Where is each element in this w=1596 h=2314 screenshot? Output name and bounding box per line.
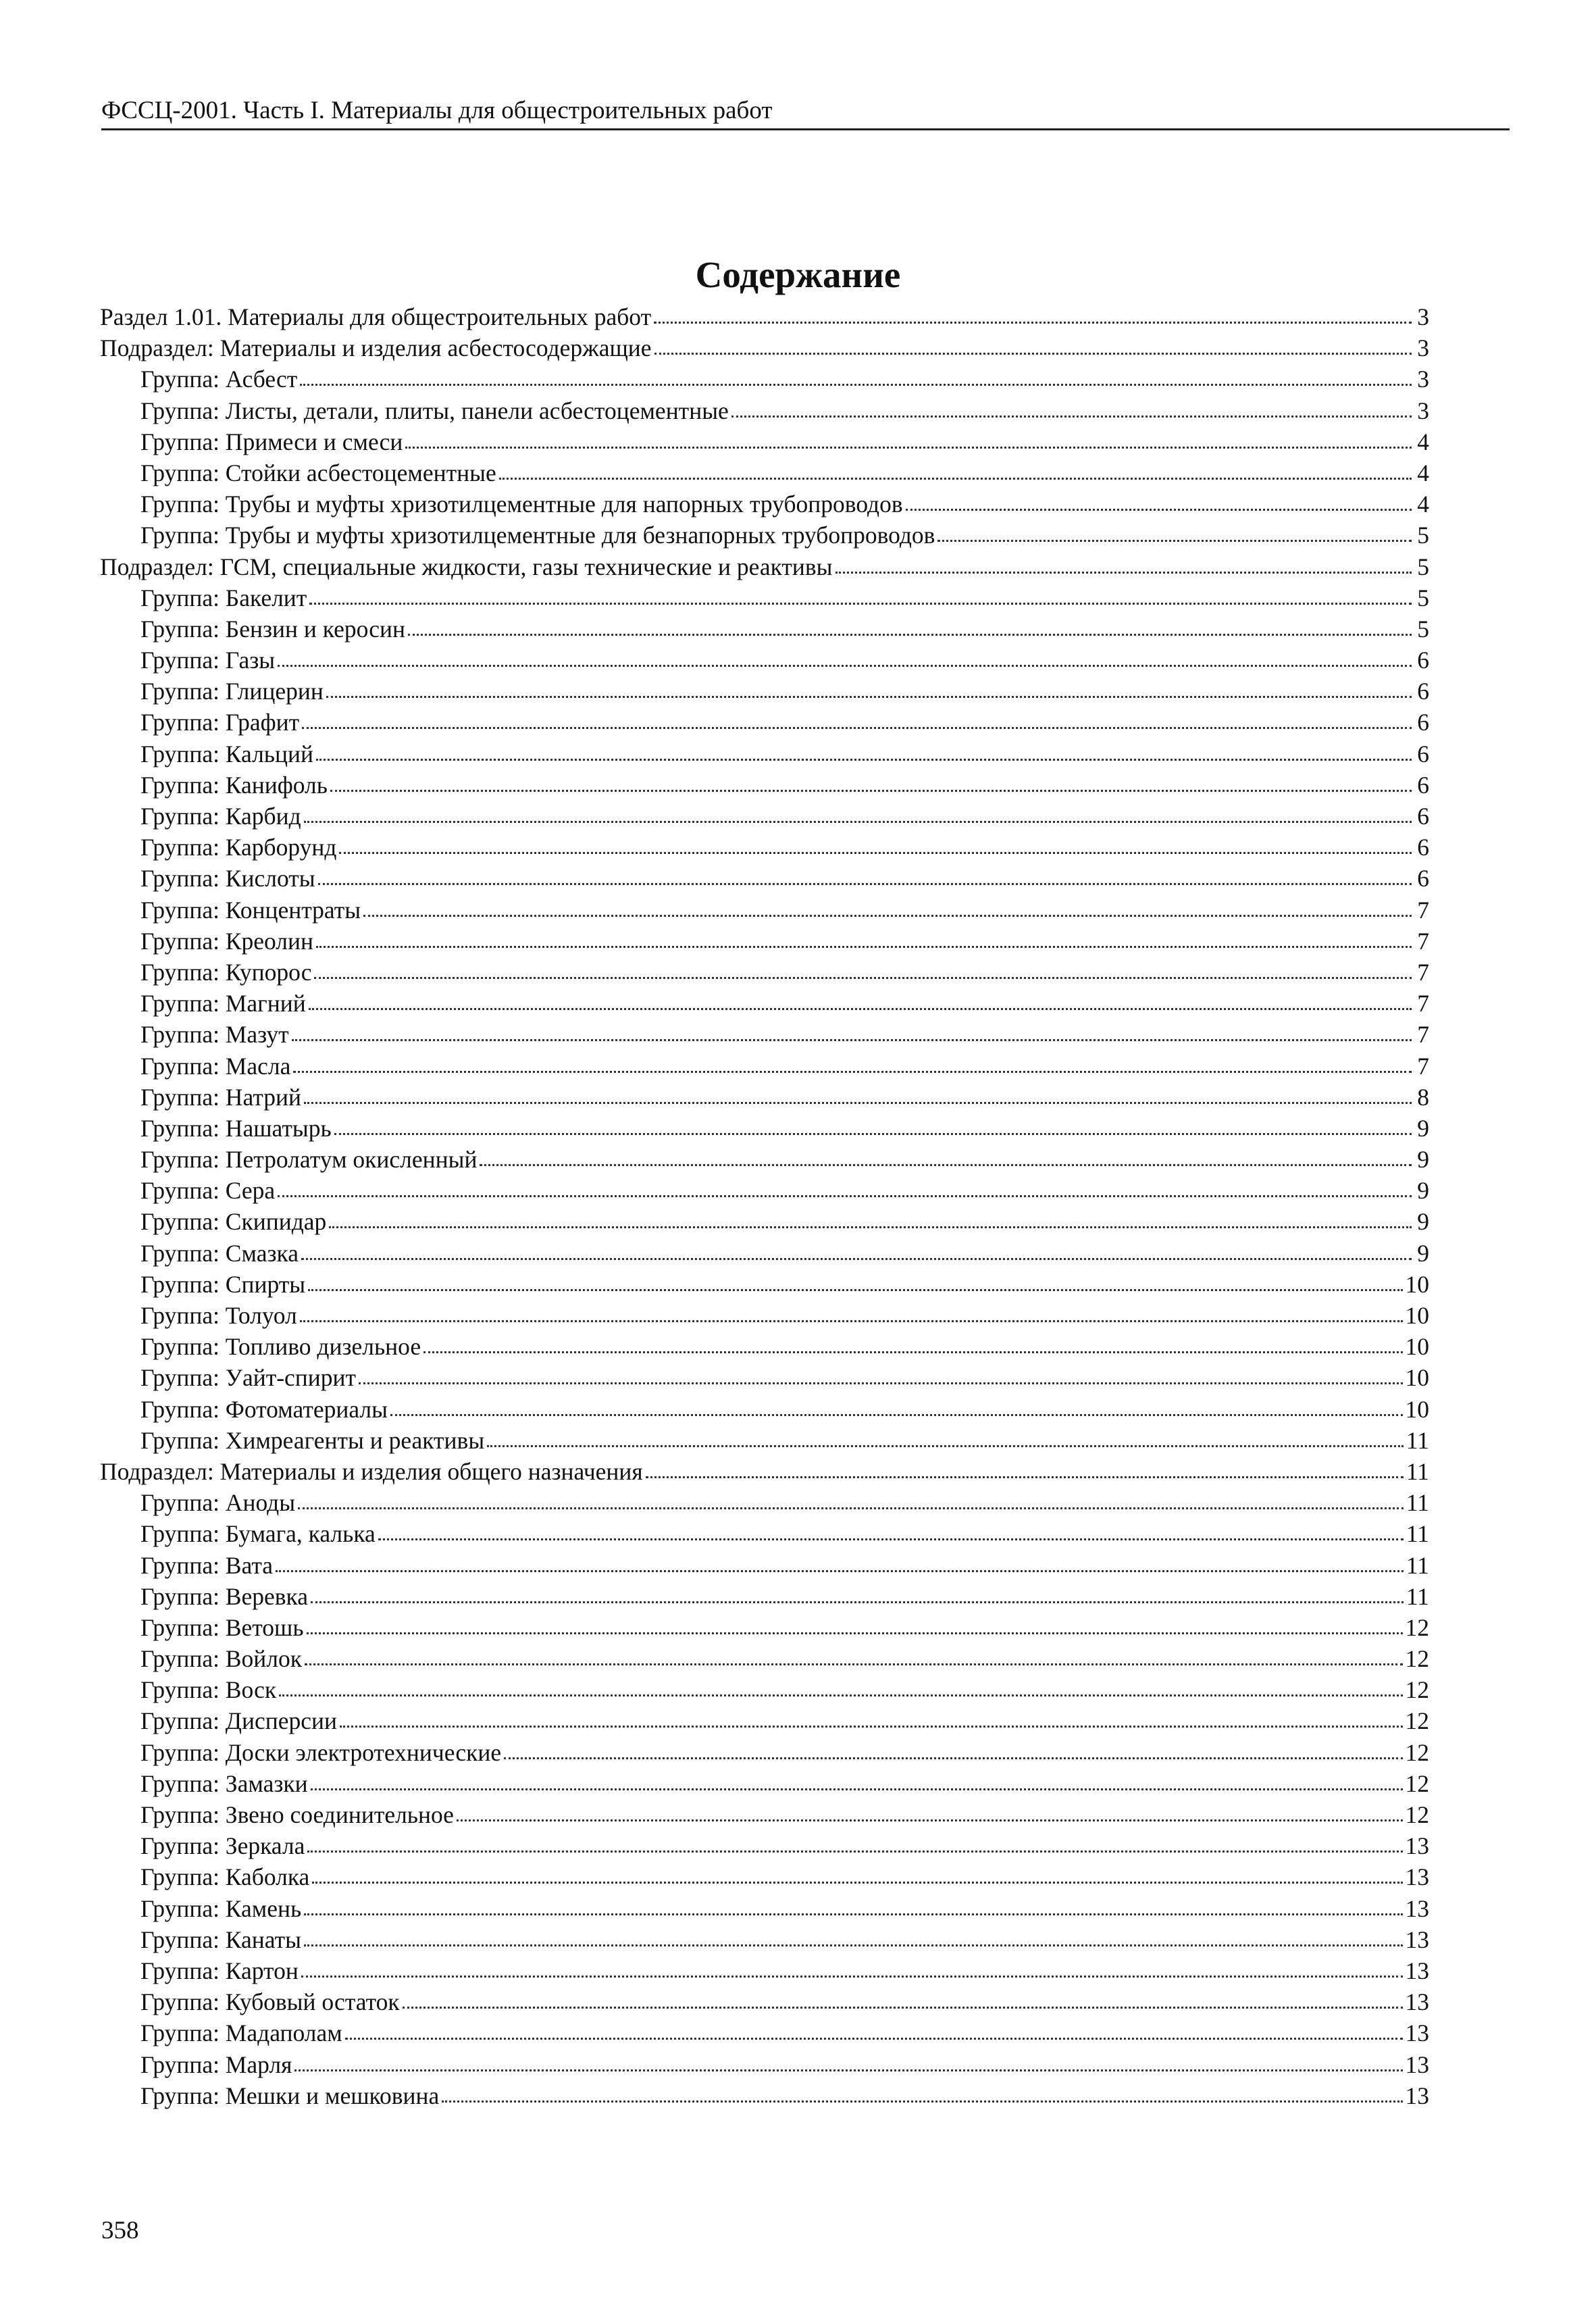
toc-entry-label: Группа: Графит (140, 709, 300, 736)
toc-dot-leader (308, 1288, 1402, 1291)
toc-entry-label: Группа: Зеркала (140, 1832, 305, 1860)
toc-entry-page: 3 (1417, 397, 1429, 424)
toc-dot-leader (316, 945, 1412, 948)
toc-dot-leader (301, 1257, 1412, 1260)
toc-entry-page: 12 (1405, 1645, 1429, 1673)
toc-entry-group[interactable] (100, 1924, 1429, 1955)
toc-entry-page: 11 (1406, 1582, 1429, 1610)
toc-entry-group[interactable] (100, 1550, 1429, 1581)
toc-entry-label: Подраздел: Материалы и изделия общего назначения (100, 1457, 643, 1485)
toc-entry-label: Группа: Канаты (140, 1926, 301, 1953)
toc-dot-leader (300, 1319, 1403, 1322)
toc-entry-group[interactable] (100, 582, 1429, 613)
toc-dot-leader (301, 1975, 1403, 1978)
toc-entry-page: 10 (1405, 1395, 1429, 1423)
toc-entry-page: 7 (1417, 896, 1429, 924)
toc-dot-leader (646, 1476, 1404, 1478)
toc-dot-leader (405, 446, 1412, 449)
toc-entry-group[interactable] (100, 1019, 1429, 1050)
toc-entry-group[interactable] (100, 1705, 1429, 1736)
toc-entry-label: Группа: Глицерин (140, 678, 324, 705)
toc-entry-page: 11 (1406, 1489, 1429, 1517)
toc-entry-page: 4 (1417, 428, 1429, 455)
toc-entry-group[interactable] (100, 1206, 1429, 1237)
toc-dot-leader (423, 1351, 1402, 1353)
toc-entry-group[interactable] (100, 395, 1429, 426)
toc-entry-label: Группа: Кубовый остаток (140, 1988, 400, 2016)
toc-entry-page: 12 (1405, 1613, 1429, 1641)
toc-entry-page: 11 (1406, 1520, 1429, 1548)
toc-entry-label: Группа: Концентраты (140, 896, 361, 924)
toc-entry-page: 7 (1417, 990, 1429, 1017)
toc-dot-leader (329, 1226, 1412, 1228)
toc-dot-leader (314, 976, 1412, 979)
toc-entry-page: 10 (1405, 1302, 1429, 1329)
toc-dot-leader (304, 820, 1412, 823)
toc-dot-leader (318, 882, 1412, 885)
toc-entry-page: 10 (1405, 1364, 1429, 1392)
toc-entry-label: Группа: Примеси и смеси (140, 428, 403, 455)
toc-dot-leader (307, 1632, 1403, 1634)
toc-dot-leader (345, 2037, 1403, 2040)
toc-entry-page: 7 (1417, 1021, 1429, 1049)
toc-dot-leader (334, 1132, 1412, 1135)
toc-entry-group[interactable] (100, 1830, 1429, 1861)
toc-entry-group[interactable] (100, 520, 1429, 551)
toc-entry-page: 6 (1417, 678, 1429, 705)
toc-entry-page: 5 (1417, 522, 1429, 549)
toc-entry-group[interactable] (100, 1799, 1429, 1830)
toc-entry-label: Группа: Бензин и керосин (140, 615, 405, 643)
toc-entry-page: 5 (1417, 584, 1429, 611)
toc-entry-section[interactable] (100, 301, 1429, 332)
toc-entry-label: Группа: Нашатырь (140, 1114, 332, 1142)
toc-entry-group[interactable] (100, 770, 1429, 801)
toc-entry-group[interactable] (100, 1425, 1429, 1456)
toc-entry-group[interactable] (100, 895, 1429, 926)
toc-entry-label: Группа: Карбид (140, 803, 301, 830)
toc-dot-leader (307, 1850, 1402, 1853)
toc-entry-group[interactable] (100, 645, 1429, 676)
toc-entry-group[interactable] (100, 1861, 1429, 1892)
toc-dot-leader (302, 726, 1412, 729)
toc-entry-group[interactable] (100, 707, 1429, 738)
toc-entry-label: Группа: Мадаполам (140, 2019, 342, 2047)
toc-entry-group[interactable] (100, 801, 1429, 832)
toc-entry-label: Группа: Кальций (140, 740, 313, 768)
toc-dot-leader (499, 477, 1412, 480)
toc-entry-label: Группа: Креолин (140, 927, 313, 955)
toc-dot-leader (292, 1038, 1412, 1041)
toc-entry-page: 9 (1417, 1114, 1429, 1142)
toc-entry-group[interactable] (100, 1986, 1429, 2017)
toc-dot-leader (339, 851, 1412, 854)
toc-entry-label: Группа: Смазка (140, 1239, 299, 1267)
toc-entry-label: Группа: Скипидар (140, 1208, 327, 1236)
toc-dot-leader (278, 664, 1412, 667)
toc-dot-leader (408, 633, 1412, 636)
toc-entry-page: 7 (1417, 927, 1429, 955)
toc-entry-label: Группа: Масла (140, 1052, 291, 1080)
toc-entry-label: Группа: Сера (140, 1177, 276, 1205)
toc-entry-group[interactable] (100, 426, 1429, 457)
toc-entry-group[interactable] (100, 1612, 1429, 1643)
toc-dot-leader (835, 571, 1412, 574)
toc-entry-page: 13 (1405, 1832, 1429, 1860)
toc-entry-label: Подраздел: Материалы и изделия асбестосодержащие (100, 334, 652, 362)
toc-entry-group[interactable] (100, 926, 1429, 957)
toc-entry-group[interactable] (100, 676, 1429, 707)
toc-entry-page: 13 (1405, 1957, 1429, 1984)
toc-dot-leader (937, 539, 1412, 542)
toc-entry-group[interactable] (100, 457, 1429, 488)
toc-entry-page: 6 (1417, 803, 1429, 830)
toc-entry-subsection[interactable] (100, 551, 1429, 582)
toc-entry-page: 13 (1405, 1894, 1429, 1922)
toc-entry-label: Группа: Спирты (140, 1270, 306, 1298)
toc-entry-subsection[interactable] (100, 332, 1429, 363)
toc-entry-label: Группа: Каболка (140, 1863, 310, 1891)
toc-entry-label: Группа: Трубы и муфты хризотилцементные для напорных трубопроводов (140, 491, 903, 518)
toc-entry-label: Группа: Картон (140, 1957, 299, 1984)
toc-entry-label: Группа: Войлок (140, 1645, 302, 1673)
toc-entry-page: 12 (1405, 1801, 1429, 1828)
page-title: Содержание (695, 253, 901, 295)
toc-entry-page: 6 (1417, 647, 1429, 674)
toc-dot-leader (305, 1663, 1403, 1665)
toc-entry-label: Группа: Бакелит (140, 584, 307, 611)
toc-entry-label: Раздел 1.01. Материалы для общестроительных работ (100, 303, 652, 330)
toc-entry-group[interactable] (100, 988, 1429, 1019)
toc-entry-label: Группа: Доски электротехнические (140, 1738, 502, 1766)
toc-entry-label: Группа: Мешки и мешковина (140, 2082, 440, 2109)
toc-entry-subsection[interactable] (100, 1456, 1429, 1487)
toc-entry-page: 4 (1417, 459, 1429, 486)
toc-dot-leader (311, 1601, 1404, 1603)
toc-entry-group[interactable] (100, 1768, 1429, 1799)
toc-entry-group[interactable] (100, 1955, 1429, 1986)
toc-entry-page: 12 (1405, 1676, 1429, 1704)
toc-entry-group[interactable] (100, 1331, 1429, 1362)
toc-entry-group[interactable] (100, 863, 1429, 894)
toc-entry-group[interactable] (100, 1893, 1429, 1924)
toc-entry-group[interactable] (100, 1269, 1429, 1300)
toc-dot-leader (276, 1569, 1404, 1572)
toc-dot-leader (654, 352, 1412, 355)
toc-entry-label: Группа: Листы, детали, плиты, панели асбестоцементные (140, 397, 729, 424)
toc-entry-page: 13 (1405, 2082, 1429, 2109)
toc-dot-leader (311, 1788, 1403, 1790)
toc-entry-page: 3 (1417, 303, 1429, 330)
toc-entry-label: Группа: Веревка (140, 1582, 308, 1610)
toc-entry-label: Группа: Купорос (140, 958, 312, 986)
toc-entry-group[interactable] (100, 1737, 1429, 1768)
toc-entry-label: Группа: Звено соединительное (140, 1801, 454, 1828)
toc-entry-page: 9 (1417, 1239, 1429, 1267)
toc-entry-label: Группа: Бумага, калька (140, 1520, 376, 1548)
toc-entry-group[interactable] (100, 1238, 1429, 1269)
toc-entry-page: 6 (1417, 709, 1429, 736)
toc-dot-leader (480, 1163, 1412, 1166)
toc-entry-label: Группа: Асбест (140, 366, 298, 393)
toc-dot-leader (304, 1101, 1412, 1104)
toc-entry-label: Группа: Натрий (140, 1083, 301, 1111)
toc-entry-label: Группа: Ветошь (140, 1613, 304, 1641)
toc-entry-label: Группа: Дисперсии (140, 1707, 338, 1735)
toc-entry-group[interactable] (100, 1518, 1429, 1549)
toc-entry-label: Группа: Топливо дизельное (140, 1333, 421, 1361)
toc-entry-group[interactable] (100, 2049, 1429, 2080)
toc-dot-leader (340, 1725, 1402, 1728)
toc-dot-leader (304, 1944, 1403, 1946)
toc-entry-group[interactable] (100, 738, 1429, 770)
toc-dot-leader (304, 1913, 1402, 1915)
toc-entry-label: Группа: Воск (140, 1676, 277, 1704)
toc-entry-group[interactable] (100, 1051, 1429, 1082)
toc-entry-page: 13 (1405, 2051, 1429, 2078)
toc-dot-leader (442, 2100, 1402, 2103)
toc-entry-label: Группа: Карборунд (140, 834, 337, 861)
toc-entry-group[interactable] (100, 1113, 1429, 1144)
toc-entry-label: Группа: Канифоль (140, 771, 328, 799)
toc-entry-group[interactable] (100, 488, 1429, 520)
toc-entry-label: Группа: Марля (140, 2051, 292, 2078)
toc-entry-label: Группа: Фотоматериалы (140, 1395, 388, 1423)
toc-entry-page: 13 (1405, 1926, 1429, 1953)
toc-dot-leader (309, 1007, 1412, 1010)
toc-entry-label: Группа: Стойки асбестоцементные (140, 459, 496, 486)
toc-dot-leader (504, 1757, 1402, 1759)
toc-dot-leader (278, 1194, 1412, 1197)
toc-entry-group[interactable] (100, 613, 1429, 645)
toc-dot-leader (359, 1382, 1402, 1384)
toc-entry-group[interactable] (100, 2017, 1429, 2048)
toc-entry-group[interactable] (100, 1144, 1429, 1175)
toc-entry-page: 11 (1406, 1551, 1429, 1579)
toc-entry-page: 12 (1405, 1769, 1429, 1797)
toc-entry-label: Группа: Мазут (140, 1021, 289, 1049)
toc-dot-leader (298, 1507, 1404, 1509)
toc-entry-label: Группа: Замазки (140, 1769, 308, 1797)
toc-entry-page: 5 (1417, 553, 1429, 580)
toc-dot-leader (294, 2069, 1402, 2071)
toc-entry-page: 7 (1417, 958, 1429, 986)
toc-entry-group[interactable] (100, 2080, 1429, 2111)
toc-entry-group[interactable] (100, 1674, 1429, 1705)
toc-dot-leader (390, 1413, 1403, 1416)
toc-entry-group[interactable] (100, 1362, 1429, 1393)
toc-entry-page: 6 (1417, 834, 1429, 861)
toc-entry-page: 5 (1417, 615, 1429, 643)
toc-entry-label: Группа: Химреагенты и реактивы (140, 1426, 485, 1454)
running-header: ФССЦ-2001. Часть I. Материалы для общестроительных работ (101, 95, 1510, 130)
toc-entry-group[interactable] (100, 363, 1429, 395)
toc-dot-leader (731, 415, 1412, 418)
toc-entry-page: 3 (1417, 334, 1429, 362)
toc-entry-label: Подраздел: ГСМ, специальные жидкости, газы технические и реактивы (100, 553, 833, 580)
page-number: 358 (101, 2217, 139, 2244)
toc-entry-page: 11 (1406, 1457, 1429, 1485)
toc-entry-page: 3 (1417, 366, 1429, 393)
toc-entry-label: Группа: Кислоты (140, 865, 315, 892)
toc-entry-page: 13 (1405, 2019, 1429, 2047)
toc-entry-page: 6 (1417, 865, 1429, 892)
toc-entry-label: Группа: Газы (140, 647, 276, 674)
toc-entry-page: 9 (1417, 1146, 1429, 1174)
toc-entry-label: Группа: Аноды (140, 1489, 296, 1517)
toc-entry-group[interactable] (100, 1300, 1429, 1331)
toc-entry-page: 11 (1406, 1426, 1429, 1454)
toc-entry-page: 6 (1417, 740, 1429, 768)
toc-entry-group[interactable] (100, 1487, 1429, 1518)
toc-entry-page: 9 (1417, 1208, 1429, 1236)
toc-dot-leader (363, 914, 1412, 917)
toc-entry-group[interactable] (100, 1082, 1429, 1113)
toc-entry-label: Группа: Магний (140, 990, 306, 1017)
toc-entry-group[interactable] (100, 1175, 1429, 1206)
toc-entry-page: 4 (1417, 491, 1429, 518)
toc-entry-page: 10 (1405, 1270, 1429, 1298)
toc-dot-leader (316, 758, 1412, 761)
toc-dot-leader (312, 1881, 1402, 1884)
toc-dot-leader (326, 695, 1412, 698)
toc-dot-leader (293, 1070, 1412, 1073)
toc-dot-leader (906, 508, 1412, 511)
toc-entry-page: 13 (1405, 1988, 1429, 2016)
toc-dot-leader (309, 602, 1412, 605)
toc-entry-group[interactable] (100, 1394, 1429, 1425)
toc-entry-label: Группа: Петролатум окисленный (140, 1146, 478, 1174)
toc-dot-leader (654, 321, 1412, 324)
toc-entry-page: 13 (1405, 1863, 1429, 1891)
toc-entry-page: 12 (1405, 1707, 1429, 1735)
toc-dot-leader (457, 1819, 1403, 1821)
toc-entry-page: 7 (1417, 1052, 1429, 1080)
toc-dot-leader (403, 2006, 1403, 2009)
toc-entry-group[interactable] (100, 1581, 1429, 1612)
toc-entry-page: 6 (1417, 771, 1429, 799)
toc-dot-leader (330, 789, 1412, 792)
toc-entry-label: Группа: Камень (140, 1894, 302, 1922)
toc-entry-label: Группа: Вата (140, 1551, 274, 1579)
toc-dot-leader (487, 1444, 1404, 1447)
toc-entry-page: 8 (1417, 1083, 1429, 1111)
toc-entry-page: 9 (1417, 1177, 1429, 1205)
toc-entry-page: 10 (1405, 1333, 1429, 1361)
toc-entry-page: 12 (1405, 1738, 1429, 1766)
toc-entry-label: Группа: Толуол (140, 1302, 297, 1329)
table-of-contents (100, 301, 1429, 2111)
toc-dot-leader (279, 1694, 1402, 1696)
toc-dot-leader (378, 1538, 1404, 1540)
toc-dot-leader (300, 383, 1412, 386)
toc-entry-group[interactable] (100, 832, 1429, 863)
toc-entry-label: Группа: Трубы и муфты хризотилцементные для безнапорных трубопроводов (140, 522, 935, 549)
toc-entry-group[interactable] (100, 1643, 1429, 1674)
toc-entry-group[interactable] (100, 957, 1429, 988)
toc-entry-label: Группа: Уайт-спирит (140, 1364, 357, 1392)
